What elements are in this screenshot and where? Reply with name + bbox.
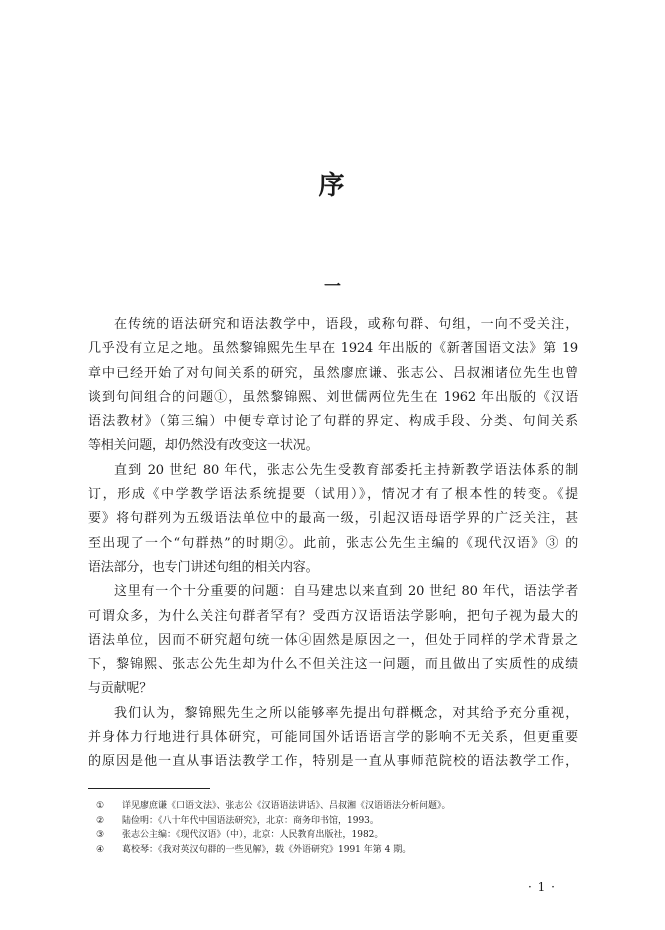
text-line: 语法教材》（第三编）中便专章讨论了句群的界定、构成手段、分类、句间关系 [88,414,578,430]
footnote [96,814,596,829]
text-line: 语法部分，也专门讲述句组的相关内容。 [88,559,319,575]
text-line: 并身体力行地进行具体研究，可能同国外话语语言学的影响不无关系，但更重要 [88,730,578,746]
text-line: 的原因是他一直从事语法教学工作，特别是一直从事师范院校的语法教学工作， [88,754,578,770]
footnote-number: ③ [96,830,105,840]
footnote-divider [88,788,210,789]
footnote [96,843,596,858]
text-line: 订，形成《中学教学语法系统提要（试用）》，情况才有了根本性的转变。《提 [88,487,578,503]
text-line: 下，黎锦熙、张志公先生却为什么不但关注这一问题，而且做出了实质性的成绩 [88,657,578,673]
text-line: 可谓众多，为什么关注句群者罕有？受西方汉语语法学影响，把句子视为最大的 [88,608,578,624]
text-line: 要》将句群列为五级语法单位中的最高一级，引起汉语母语学界的广泛关注，甚 [88,511,578,527]
footnote [96,828,596,843]
footnote-number: ① [96,801,105,811]
text-line: 这里有一个十分重要的问题：自马建忠以来直到 20 世纪 80 年代，语法学者 [114,584,578,600]
text-line: 我们认为，黎锦熙先生之所以能够率先提出句群概念，对其给予充分重视， [114,705,578,721]
text-line: 语法单位，因而不研究超句统一体④固然是原因之一，但处于同样的学术背景之 [88,632,578,648]
section-number: 一 [324,277,341,297]
page-title: 序 [318,171,347,201]
footnote-text: 张志公主编：《现代汉语》（中），北京：人民教育出版社，1982。 [122,830,384,840]
text-line: 直到 20 世纪 80 年代，张志公先生受教育部委托主持新教学语法体系的制 [114,462,578,478]
page-number: · 1 · [528,880,556,894]
footnote-text: 陆俭明：《八十年代中国语法研究》，北京：商务印书馆，1993。 [122,815,379,826]
footnote-text: 详见廖庶谦《口语文法》、张志公《汉语语法讲话》、吕叔湘《汉语语法分析问题》。 [122,801,451,811]
footnotes [96,799,596,857]
body-text [88,313,578,775]
text-line: 在传统的语法研究和语法教学中，语段，或称句群、句组，一向不受关注， [114,317,578,332]
text-line: 谈到句间组合的问题①，虽然黎锦熙、刘世儒两位先生在 1962 年出版的《汉语 [88,389,578,405]
text-line: 几乎没有立足之地。虽然黎锦熙先生早在 1924 年出版的《新著国语文法》第 19 [88,341,578,357]
text-line: 与贡献呢？ [88,681,153,697]
footnote-text: 葛校琴：《我对英汉句群的一些见解》，载《外语研究》1991 年第 4 期。 [122,844,412,855]
text-line: 等相关问题，却仍然没有改变这一状况。 [88,438,319,454]
footnote [96,799,596,814]
text-line: 至出现了一个“句群热”的时期②。此前，张志公先生主编的《现代汉语》③ 的 [88,535,578,551]
footnote-number: ② [96,815,105,826]
footnote-number: ④ [96,844,105,855]
text-line: 章中已经开始了对句间关系的研究，虽然廖庶谦、张志公、吕叔湘诸位先生也曾 [88,365,578,381]
